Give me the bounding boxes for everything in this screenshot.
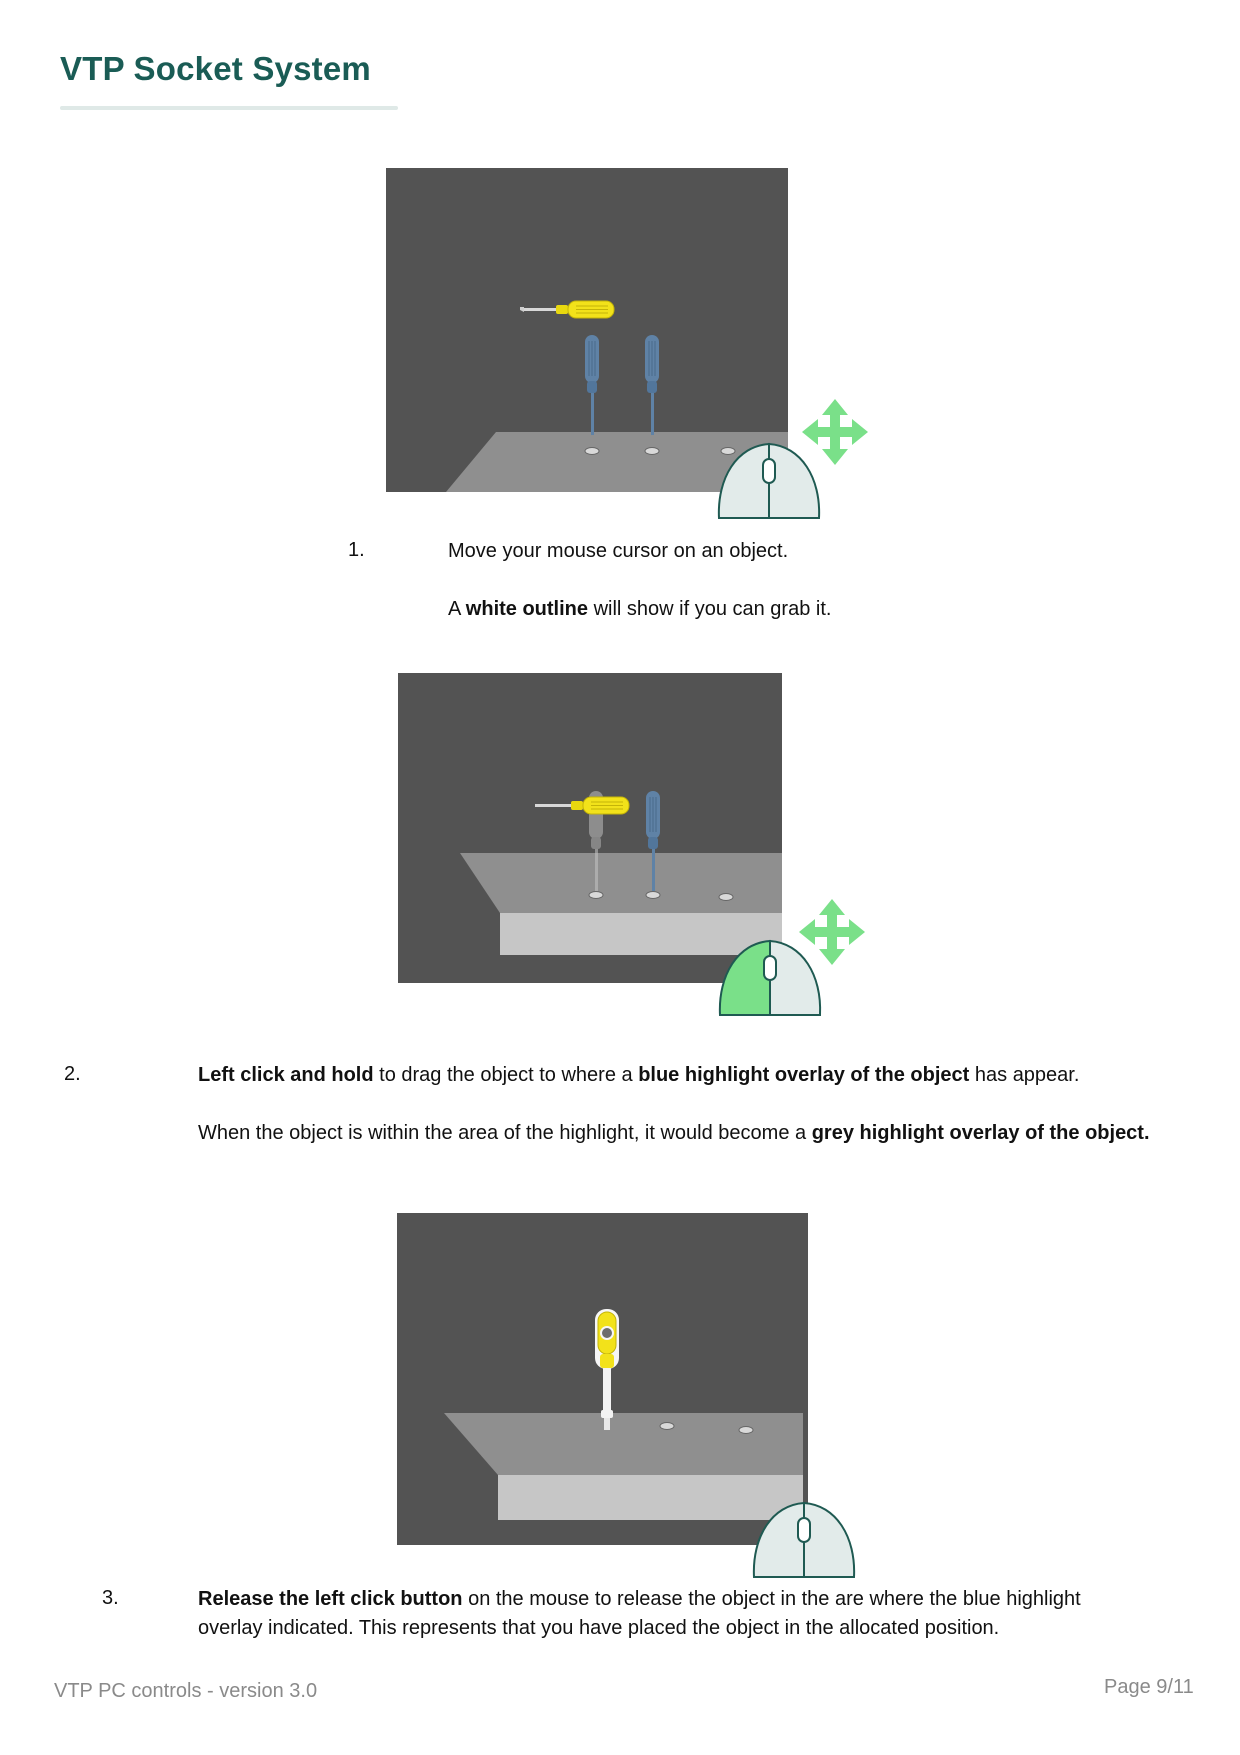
socket-icon xyxy=(589,892,603,899)
table-front xyxy=(500,913,782,955)
footer-version: VTP PC controls - version 3.0 xyxy=(54,1680,318,1702)
text-span: to drag the object to where a xyxy=(373,1064,639,1086)
socket-icon xyxy=(721,448,735,455)
move-arrows-icon xyxy=(799,899,865,965)
table-front xyxy=(498,1475,803,1520)
socket-icon xyxy=(645,448,659,455)
step-2-text xyxy=(198,1061,1208,1148)
step-number: 2. xyxy=(64,1063,81,1085)
step-1-text xyxy=(448,537,831,624)
bold-text: blue highlight overlay of the object xyxy=(638,1064,970,1086)
step-number: 3. xyxy=(102,1587,119,1609)
page-title: VTP Socket System xyxy=(60,50,371,87)
step-1-line-2 xyxy=(448,595,831,624)
socket-icon xyxy=(739,1427,753,1434)
text-span: When the object is within the area of the highlight, it would become a xyxy=(198,1122,812,1144)
bold-text: Left click and hold xyxy=(198,1064,374,1086)
table-surface xyxy=(460,853,782,913)
move-arrows-icon xyxy=(802,399,868,465)
step-2-line-2 xyxy=(198,1119,1208,1148)
text-span: will show if you can grab it. xyxy=(588,598,832,620)
socket-icon xyxy=(646,892,660,899)
step-1-line-1: Move your mouse cursor on an object. xyxy=(448,540,789,562)
bold-text: grey highlight overlay of the object. xyxy=(811,1122,1150,1144)
step-3-text xyxy=(198,1585,1198,1643)
socket-icon xyxy=(585,448,599,455)
title-divider xyxy=(60,106,398,110)
figure-step-1 xyxy=(386,168,876,528)
socket-icon xyxy=(719,894,733,901)
page-number: 9/11 xyxy=(1156,1676,1194,1698)
step-3-line-1 xyxy=(198,1585,1198,1614)
text-span: on the mouse to release the object in the are where the blue highlight xyxy=(462,1588,1081,1610)
figure-step-3 xyxy=(397,1213,857,1573)
table-surface xyxy=(444,1413,803,1475)
text-span: A xyxy=(448,598,466,620)
bold-text: Release the left click button xyxy=(198,1588,463,1610)
text-span: has appear. xyxy=(969,1064,1080,1086)
page-label: Page xyxy=(1104,1676,1151,1698)
step-2-line-1 xyxy=(198,1061,1208,1090)
step-3-line-2: overlay indicated. This represents that you have placed the object in the allocated position. xyxy=(198,1617,1000,1639)
step-number: 1. xyxy=(348,539,365,561)
bold-text: white outline xyxy=(465,598,589,620)
page-indicator xyxy=(1104,1676,1194,1699)
figure-step-2 xyxy=(398,673,868,1013)
socket-icon xyxy=(660,1423,674,1430)
